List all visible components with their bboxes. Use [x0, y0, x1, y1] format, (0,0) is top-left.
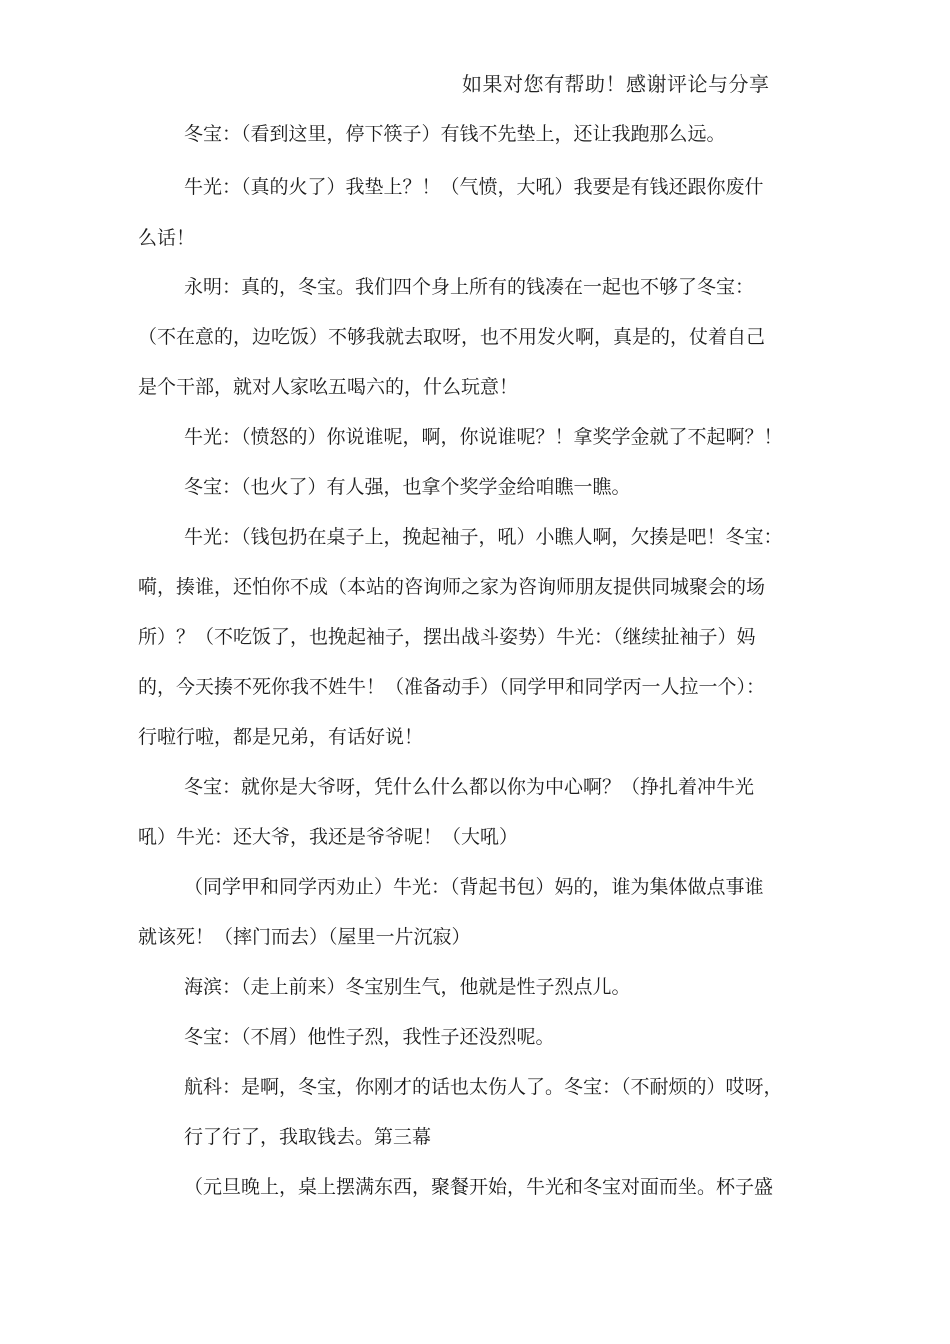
- text-line: 航科：是啊，冬宝，你刚才的话也太伤人了。冬宝：（不耐烦的）哎呀，: [184, 1076, 783, 1098]
- text-line: 牛光：（真的火了）我垫上？！（气愤，大吼）我要是有钱还跟你废什: [184, 176, 764, 198]
- text-line: 永明：真的，冬宝。我们四个身上所有的钱凑在一起也不够了冬宝：: [184, 276, 755, 298]
- text-line: 行了行了，我取钱去。第三幕: [184, 1126, 432, 1148]
- text-line: 的，今天揍不死你我不姓牛！（准备动手）（同学甲和同学丙一人拉一个）：: [138, 676, 766, 698]
- text-line: 吼）牛光：还大爷，我还是爷爷呢！（大吼）: [138, 826, 519, 848]
- text-line: 行啦行啦，都是兄弟，有话好说！: [138, 726, 424, 748]
- text-line: 冬宝：就你是大爷呀，凭什么什么都以你为中心啊？（挣扎着冲牛光: [184, 776, 755, 798]
- text-line: 海滨：（走上前来）冬宝别生气，他就是性子烈点儿。: [184, 976, 631, 998]
- text-line: （不在意的，边吃饭）不够我就去取呀，也不用发火啊，真是的，仗着自己: [138, 326, 766, 348]
- text-line: 冬宝：（也火了）有人强，也拿个奖学金给咱瞧一瞧。: [184, 476, 631, 498]
- text-line: 是个干部，就对人家吆五喝六的，什么玩意！: [138, 376, 519, 398]
- text-line: 牛光：（愤怒的）你说谁呢，啊，你说谁呢？！拿奖学金就了不起啊？！: [184, 426, 783, 448]
- text-line: 牛光：（钱包扔在桌子上，挽起袖子，吼）小瞧人啊，欠揍是吧！冬宝：: [184, 526, 783, 548]
- text-line: 嗬，揍谁，还怕你不成（本站的咨询师之家为咨询师朋友提供同城聚会的场: [138, 576, 766, 598]
- text-line: （元旦晚上，桌上摆满东西，聚餐开始，牛光和冬宝对面而坐。杯子盛: [184, 1176, 774, 1198]
- text-line: 冬宝：（不屑）他性子烈，我性子还没烈呢。: [184, 1026, 555, 1048]
- text-line: （同学甲和同学丙劝止）牛光：（背起书包）妈的，谁为集体做点事谁: [184, 876, 764, 898]
- text-line: 冬宝：（看到这里，停下筷子）有钱不先垫上，还让我跑那么远。: [184, 123, 726, 145]
- text-line: 就该死！（摔门而去）（屋里一片沉寂）: [138, 926, 471, 948]
- text-line: 么话！: [138, 227, 196, 249]
- text-line: 所）？（不吃饭了，也挽起袖子，摆出战斗姿势）牛光：（继续扯袖子）妈: [138, 626, 756, 648]
- header-note: 如果对您有帮助！感谢评论与分享: [462, 72, 770, 96]
